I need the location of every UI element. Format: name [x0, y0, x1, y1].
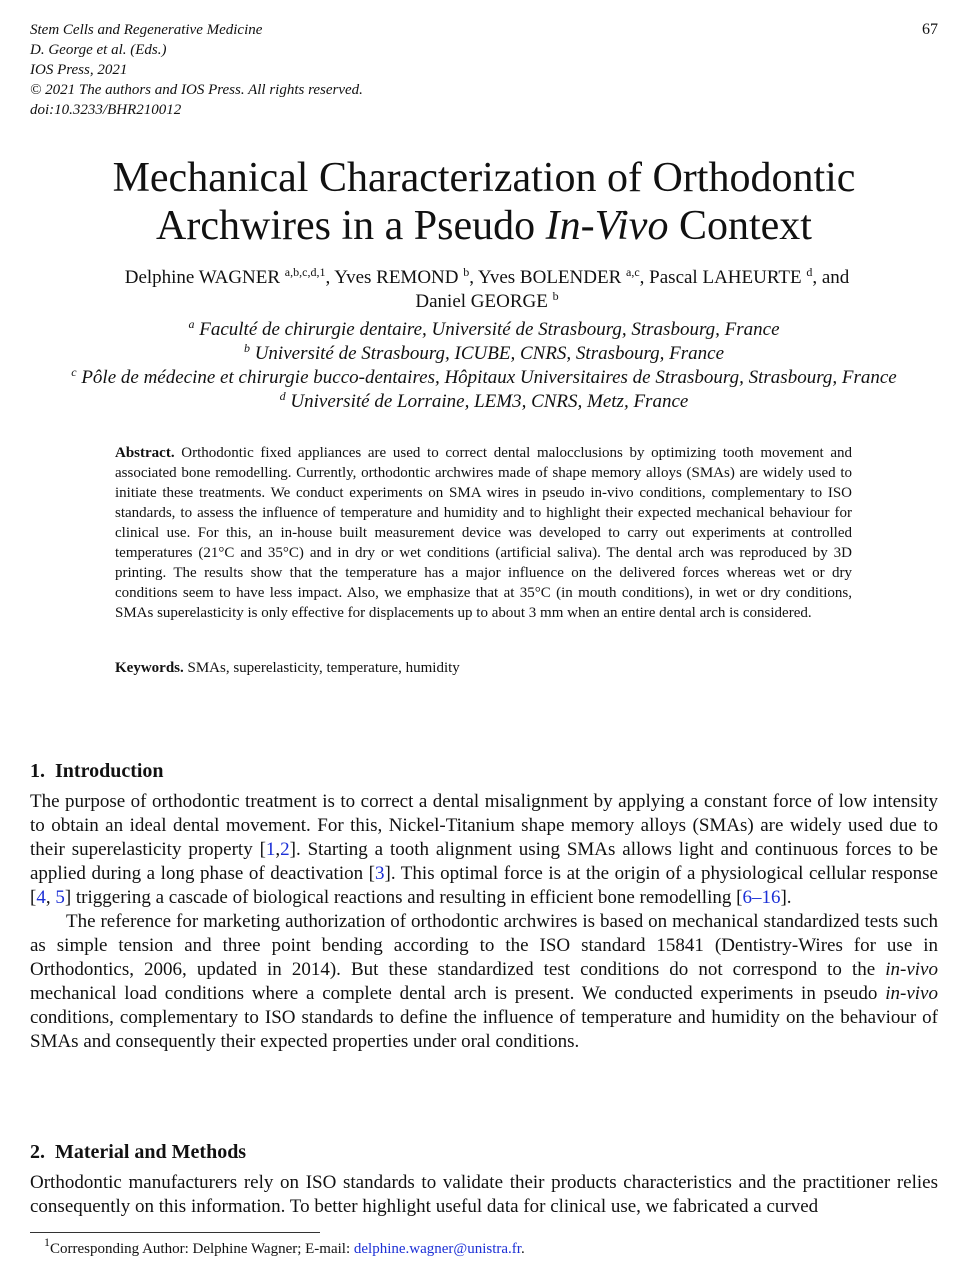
- author-separator: , and: [812, 267, 850, 288]
- title-line-2-prefix: Archwires in a Pseudo: [156, 203, 546, 250]
- corresponding-author-footnote: [44, 1235, 525, 1259]
- emphasis-text: in-vivo: [885, 959, 938, 980]
- author-affiliation-mark: a,b,c,d,1: [284, 265, 326, 280]
- paragraph-text: ]. This optimal force is at the origin of a physiological cellular response [: [30, 863, 938, 908]
- editors: D. George et al. (Eds.): [30, 42, 167, 58]
- paragraph-text: The purpose of orthodontic treatment is to correct a dental misalignment by applying a constant force of low intensity to obtain an ideal dental movement. For this, Nickel-Titanium shape memory alloys (SMAs) are widely used due to their superelasticity property [: [30, 791, 938, 860]
- methods-body: [30, 1171, 938, 1219]
- keywords: [115, 658, 852, 678]
- publication-info: [30, 20, 363, 120]
- author-separator: ,: [469, 267, 479, 288]
- citation-link[interactable]: 5: [55, 887, 65, 908]
- citation-link[interactable]: 4: [36, 887, 46, 908]
- page-number: 67: [922, 21, 938, 38]
- publisher: IOS Press, 2021: [30, 62, 128, 78]
- author-affiliation-mark: b: [552, 289, 559, 304]
- affiliation-text: Pôle de médecine et chirurgie bucco-dentaires, Hôpitaux Universitaires de Strasbourg, Strasbourg, France: [81, 367, 897, 388]
- section-heading-methods: [30, 1140, 246, 1164]
- section-title: Material and Methods: [55, 1140, 247, 1163]
- author-name: Pascal LAHEURTE: [649, 267, 802, 288]
- keywords-text: SMAs, superelasticity, temperature, humidity: [187, 660, 460, 676]
- author-separator: ,: [639, 267, 650, 288]
- citation-separator: ,: [275, 839, 281, 860]
- author-affiliation-mark: b: [463, 265, 470, 280]
- introduction-body: [30, 790, 938, 1054]
- affiliation-list: [30, 318, 938, 414]
- introduction-paragraph-2: [30, 910, 938, 1054]
- paragraph-text: conditions, complementary to ISO standards to define the influence of temperature and humidity on the behaviour of SMAs and consequently their expected properties under oral conditions.: [30, 1007, 938, 1052]
- footnote-divider: [30, 1232, 320, 1233]
- author-affiliation-mark: a,c: [626, 265, 640, 280]
- keywords-label: Keywords.: [115, 660, 184, 676]
- paragraph-text: ]. Starting a tooth alignment using SMAs allows light and continuous forces to be applied during a long phase of deactivation [: [30, 839, 938, 884]
- abstract-text: Orthodontic fixed appliances are used to correct dental malocclusions by optimizing tooth movement and associated bone remodelling. Currently, orthodontic archwires made of shape memory alloys (SMAs) are widely used to initiate these treatments. We conduct experiments on SMA wires in pseudo in-vivo conditions, complementary to ISO standards, to assess the influence of temperature and humidity and to highlight their expected mechanical behaviour for clinical use. For this, an in-house built measurement device was developed to carry out experiments at controlled temperatures (21°C and 35°C) and in dry or wet conditions (artificial saliva). The dental arch was reproduced by 3D printing. The results show that the temperature has a major influence on the delivered forces whereas wet or dry conditions seem to have less impact. Also, we emphasize that at 35°C (in mouth conditions), in wet or dry conditions, SMAs superelasticity is only effective for displacements up to about 3 mm when an entire dental arch is considered.: [115, 445, 853, 621]
- citation-link[interactable]: 2: [280, 839, 290, 860]
- affiliation-text: Faculté de chirurgie dentaire, Université de Strasbourg, Strasbourg, France: [199, 319, 780, 340]
- author-name: Yves BOLENDER: [478, 267, 622, 288]
- introduction-paragraph-1: [30, 790, 938, 910]
- doi: doi:10.3233/BHR210012: [30, 102, 182, 118]
- footnote-end: .: [520, 1241, 525, 1257]
- paragraph-text: The reference for marketing authorization of orthodontic archwires is based on mechanical standardized tests such as simple tension and three point bending according to the ISO standard 15841 (Dentistry-Wires for use in Orthodontics, 2006, updated in 2014). But these standardized test conditions do not correspond to the: [30, 911, 938, 980]
- citation-link[interactable]: 1: [265, 839, 276, 860]
- paragraph-text: ].: [780, 887, 792, 908]
- affiliation-item: [30, 390, 938, 414]
- affiliation-mark: b: [243, 341, 250, 356]
- affiliation-item: [30, 318, 938, 342]
- author-separator: ,: [325, 267, 335, 288]
- citation-link[interactable]: 6–16: [742, 887, 781, 908]
- paragraph-text: mechanical load conditions where a complete dental arch is present. We conducted experiments in pseudo: [30, 983, 886, 1004]
- affiliation-item: [30, 342, 938, 366]
- section-number: 2.: [30, 1140, 45, 1163]
- footnote-text: Corresponding Author: Delphine Wagner; E-mail:: [50, 1241, 354, 1257]
- affiliation-mark: a: [188, 317, 195, 332]
- affiliation-text: Université de Strasbourg, ICUBE, CNRS, Strasbourg, France: [254, 343, 725, 364]
- methods-paragraph-1: Orthodontic manufacturers rely on ISO standards to validate their products characteristics and the practitioner relies consequently on this information. To better highlight useful data for clinical use, we fabricated a curved: [30, 1172, 938, 1217]
- abstract-label: Abstract.: [115, 445, 175, 461]
- paper-title: [30, 154, 938, 250]
- paragraph-text: ] triggering a cascade of biological reactions and resulting in efficient bone remodelling [: [64, 887, 743, 908]
- affiliation-mark: d: [279, 389, 286, 404]
- affiliation-text: Université de Lorraine, LEM3, CNRS, Metz, France: [290, 391, 689, 412]
- author-name: Delphine WAGNER: [124, 267, 281, 288]
- author-name: Daniel GEORGE: [415, 291, 548, 312]
- emphasis-text: in-vivo: [885, 983, 938, 1004]
- citation-link[interactable]: 3: [375, 863, 385, 884]
- journal-name: Stem Cells and Regenerative Medicine: [30, 22, 263, 38]
- email-link[interactable]: delphine.wagner@unistra.fr: [353, 1241, 521, 1257]
- author-list: [80, 266, 894, 314]
- title-line-1: Mechanical Characterization of Orthodontic: [112, 155, 856, 202]
- section-title: Introduction: [55, 759, 164, 782]
- section-number: 1.: [30, 759, 45, 782]
- section-heading-introduction: [30, 759, 164, 783]
- citation-separator: ,: [45, 887, 56, 908]
- affiliation-item: [30, 366, 938, 390]
- affiliation-mark: c: [71, 365, 77, 380]
- author-affiliation-mark: d: [806, 265, 813, 280]
- title-line-2-italic: In-Vivo: [545, 203, 669, 250]
- copyright-line: © 2021 The authors and IOS Press. All rights reserved.: [30, 82, 363, 98]
- author-name: Yves REMOND: [334, 267, 459, 288]
- footnote-mark: 1: [44, 1235, 50, 1250]
- title-line-2-suffix: Context: [668, 203, 812, 250]
- abstract: [115, 443, 852, 623]
